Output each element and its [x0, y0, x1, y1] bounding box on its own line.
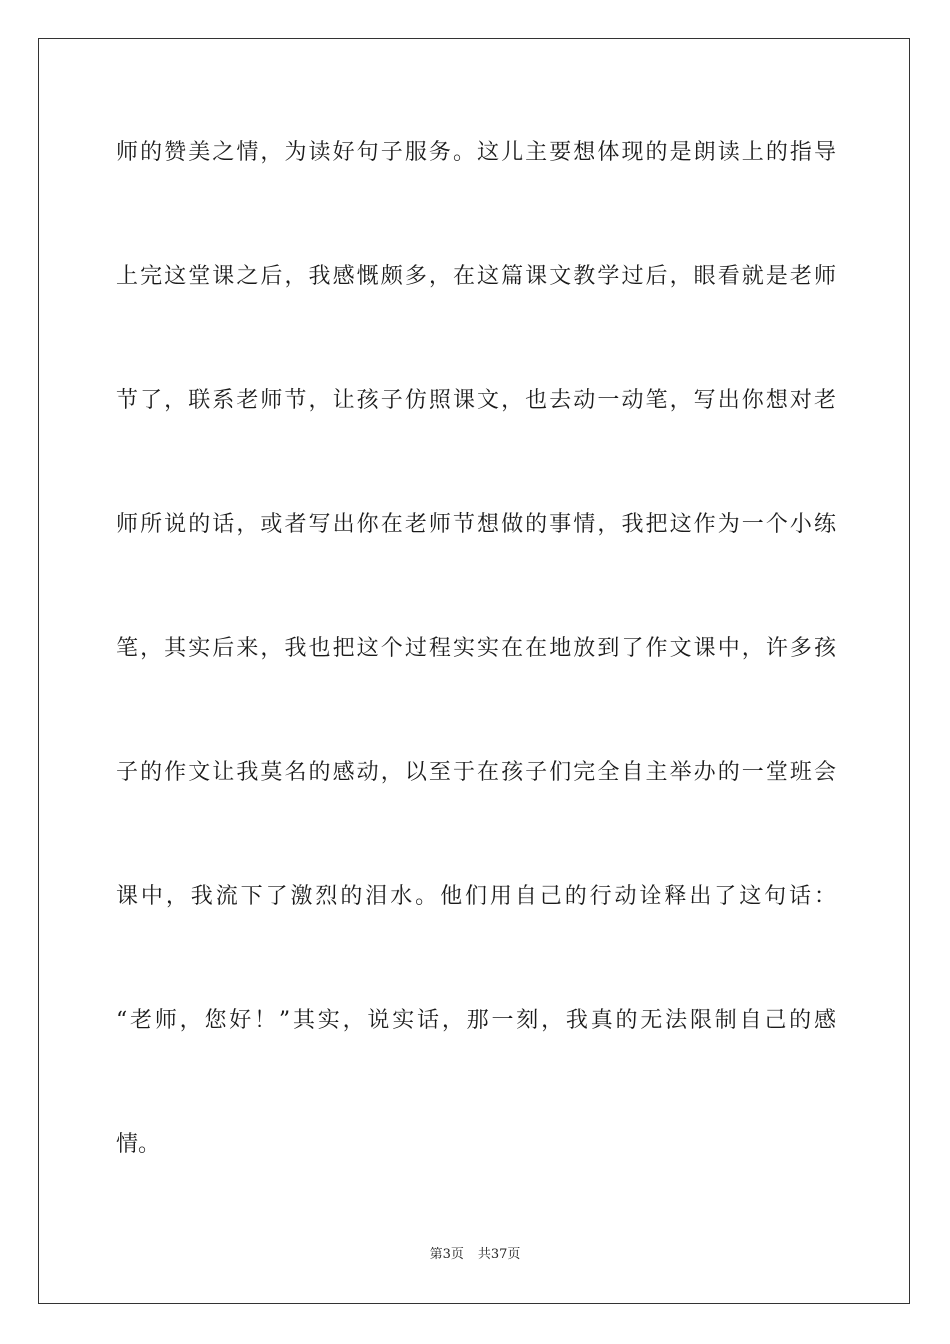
text-line-7: 课中，我流下了激烈的泪水。他们用自己的行动诠释出了这句话： [116, 884, 836, 909]
page-total: 共37页 [477, 1247, 521, 1262]
page-footer [0, 1246, 950, 1264]
page-border [38, 38, 910, 1304]
text-line-6: 子的作文让我莫名的感动，以至于在孩子们完全自主举办的一堂班会 [116, 760, 836, 785]
text-line-5: 笔，其实后来，我也把这个过程实实在在地放到了作文课中，许多孩 [116, 636, 836, 661]
page-number: 第3页 [429, 1247, 464, 1262]
text-line-2: 上完这堂课之后，我感慨颇多，在这篇课文教学过后，眼看就是老师 [116, 264, 836, 289]
text-line-9: 情。 [116, 1132, 161, 1157]
text-line-4: 师所说的话，或者写出你在老师节想做的事情，我把这作为一个小练 [116, 512, 836, 537]
text-line-1: 师的赞美之情，为读好句子服务。这儿主要想体现的是朗读上的指导 [116, 140, 836, 165]
text-line-3: 节了，联系老师节，让孩子仿照课文，也去动一动笔，写出你想对老 [116, 388, 836, 413]
text-line-8: “老师，您好！”其实，说实话，那一刻，我真的无法限制自己的感 [116, 1008, 836, 1033]
